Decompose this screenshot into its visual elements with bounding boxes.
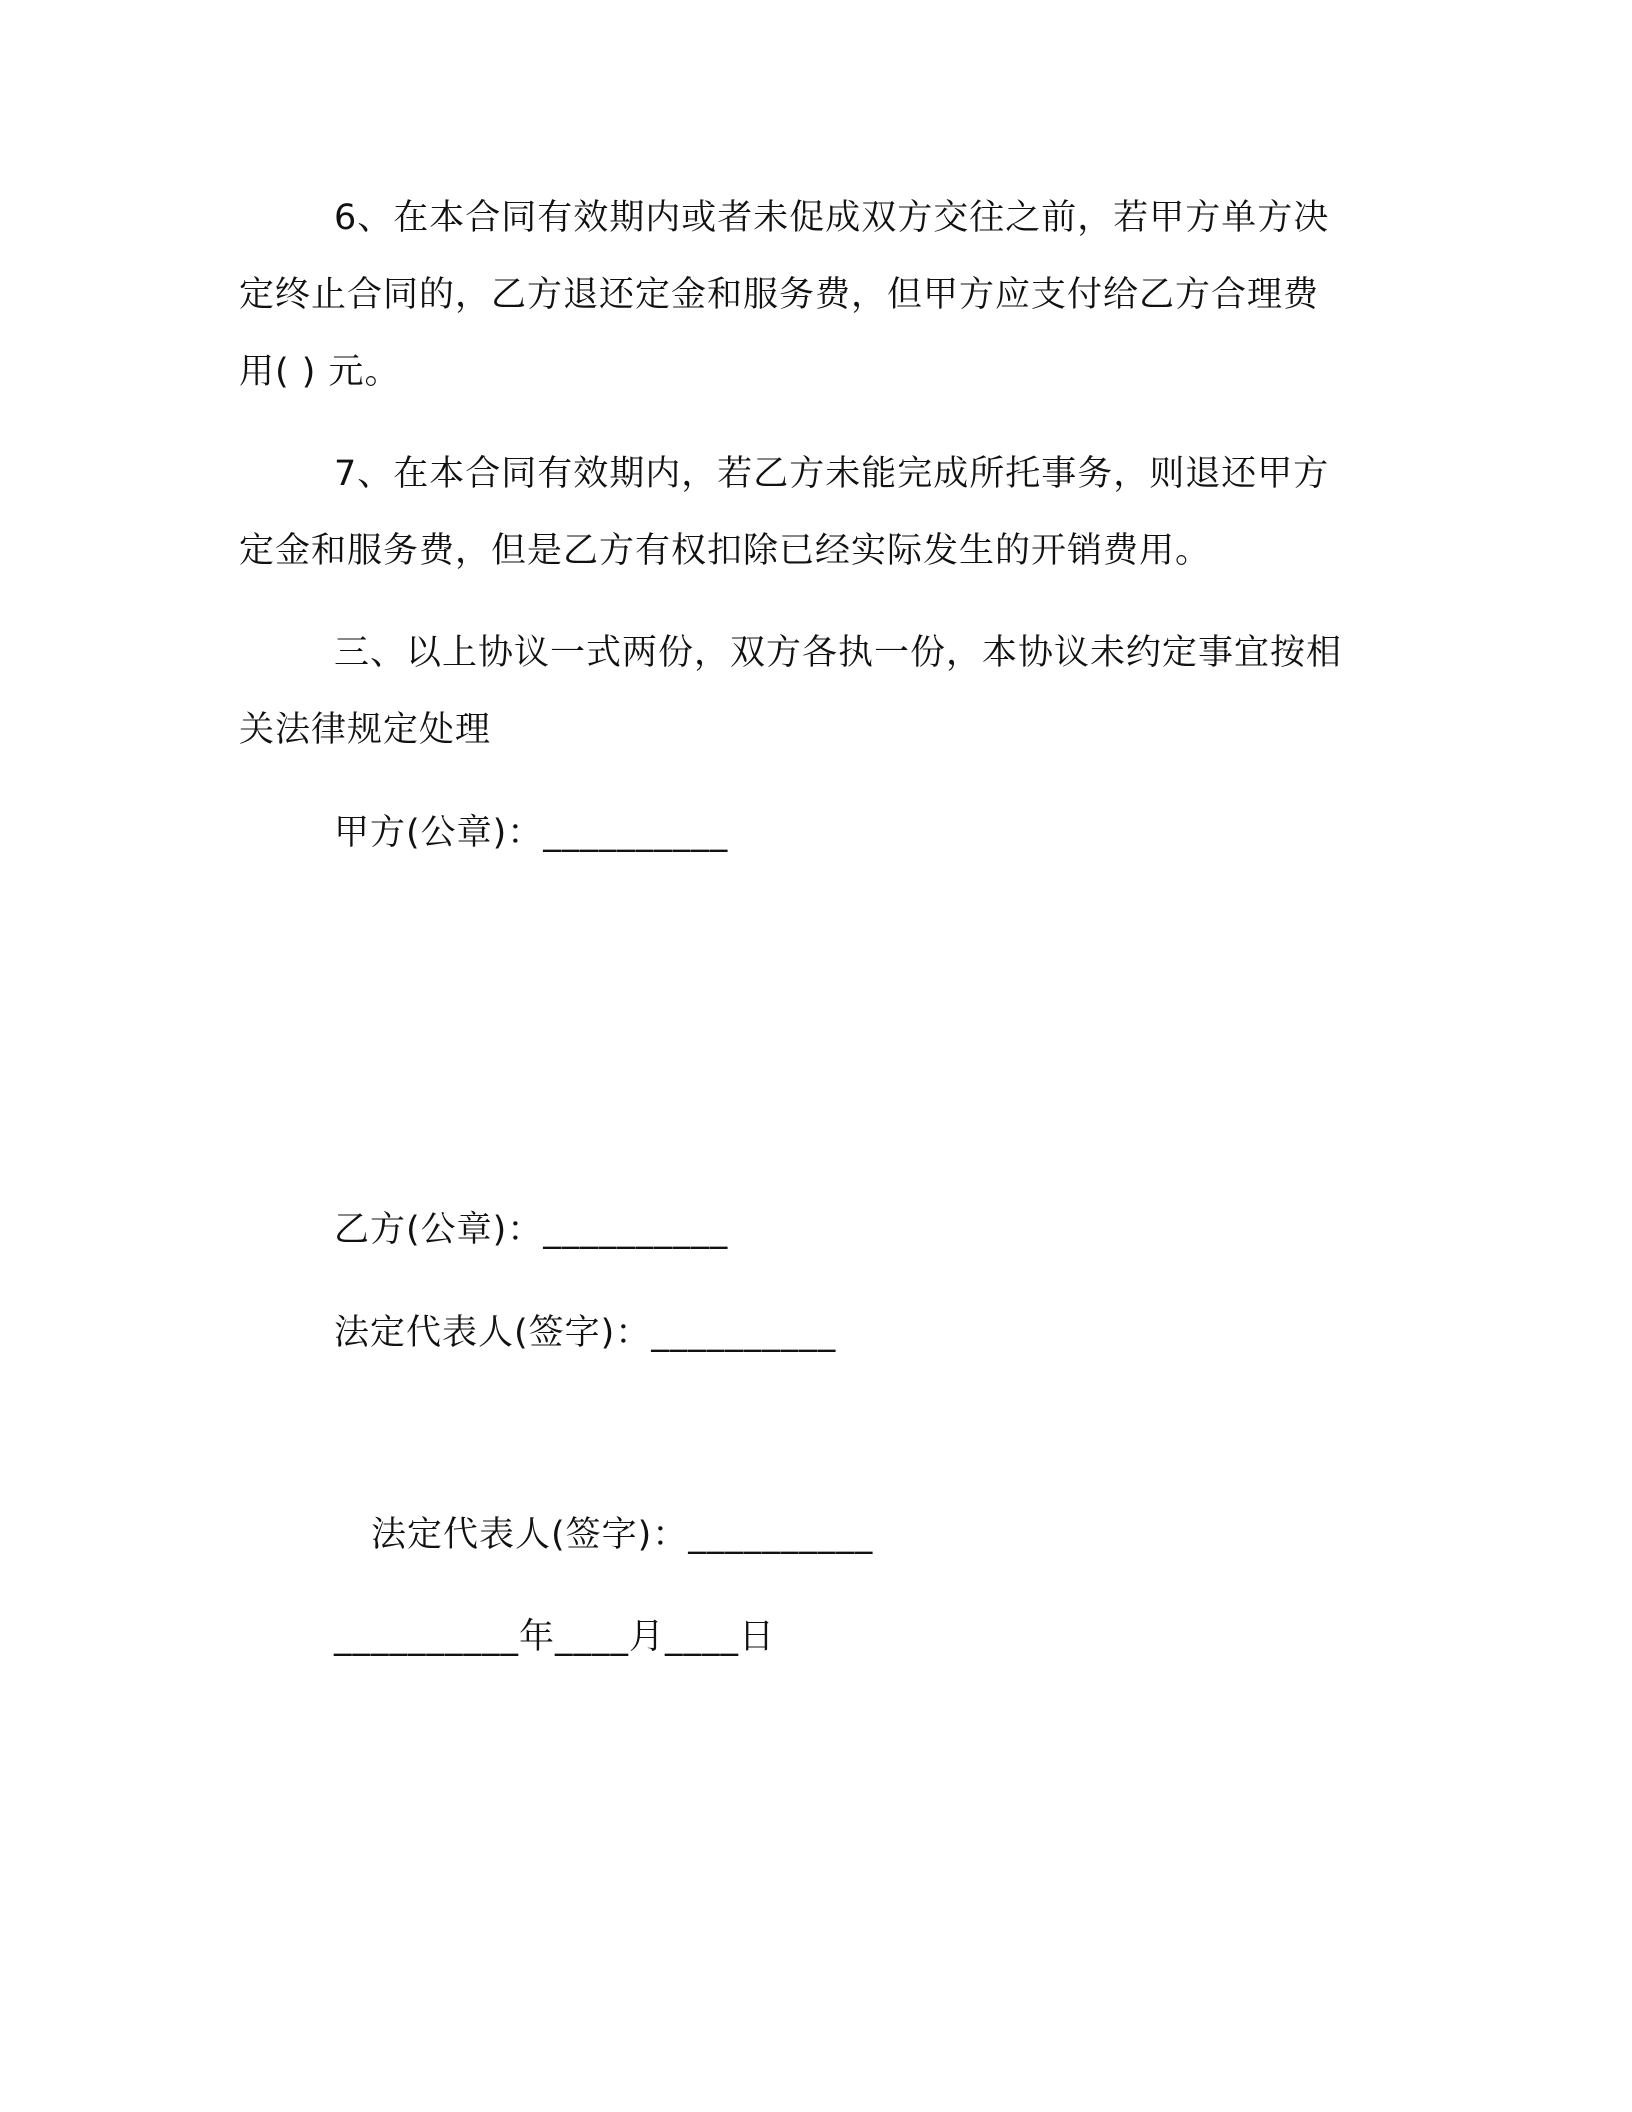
legal-rep-signature-line-2: 法定代表人(签字)：__________ bbox=[371, 1515, 874, 1555]
clause-3-line-2: 关法律规定处理 bbox=[239, 710, 492, 750]
legal-rep-signature-line-1: 法定代表人(签字)：__________ bbox=[334, 1313, 837, 1353]
clause-3-line-1: 三、以上协议一式两份，双方各执一份，本协议未约定事宜按相 bbox=[334, 633, 1343, 673]
party-a-seal-line: 甲方(公章)：__________ bbox=[334, 813, 729, 853]
clause-6-line-1: 6、在本合同有效期内或者未促成双方交往之前，若甲方单方决 bbox=[334, 198, 1330, 238]
clause-7-line-1: 7、在本合同有效期内，若乙方未能完成所托事务，则退还甲方 bbox=[334, 454, 1330, 494]
clause-6-line-2: 定终止合同的，乙方退还定金和服务费，但甲方应支付给乙方合理费 bbox=[239, 275, 1320, 315]
date-line: __________年____月____日 bbox=[334, 1617, 776, 1657]
party-b-seal-line: 乙方(公章)：__________ bbox=[334, 1210, 729, 1250]
clause-6-line-3: 用( ) 元。 bbox=[239, 352, 401, 392]
clause-7-line-2: 定金和服务费，但是乙方有权扣除已经实际发生的开销费用。 bbox=[239, 531, 1212, 571]
